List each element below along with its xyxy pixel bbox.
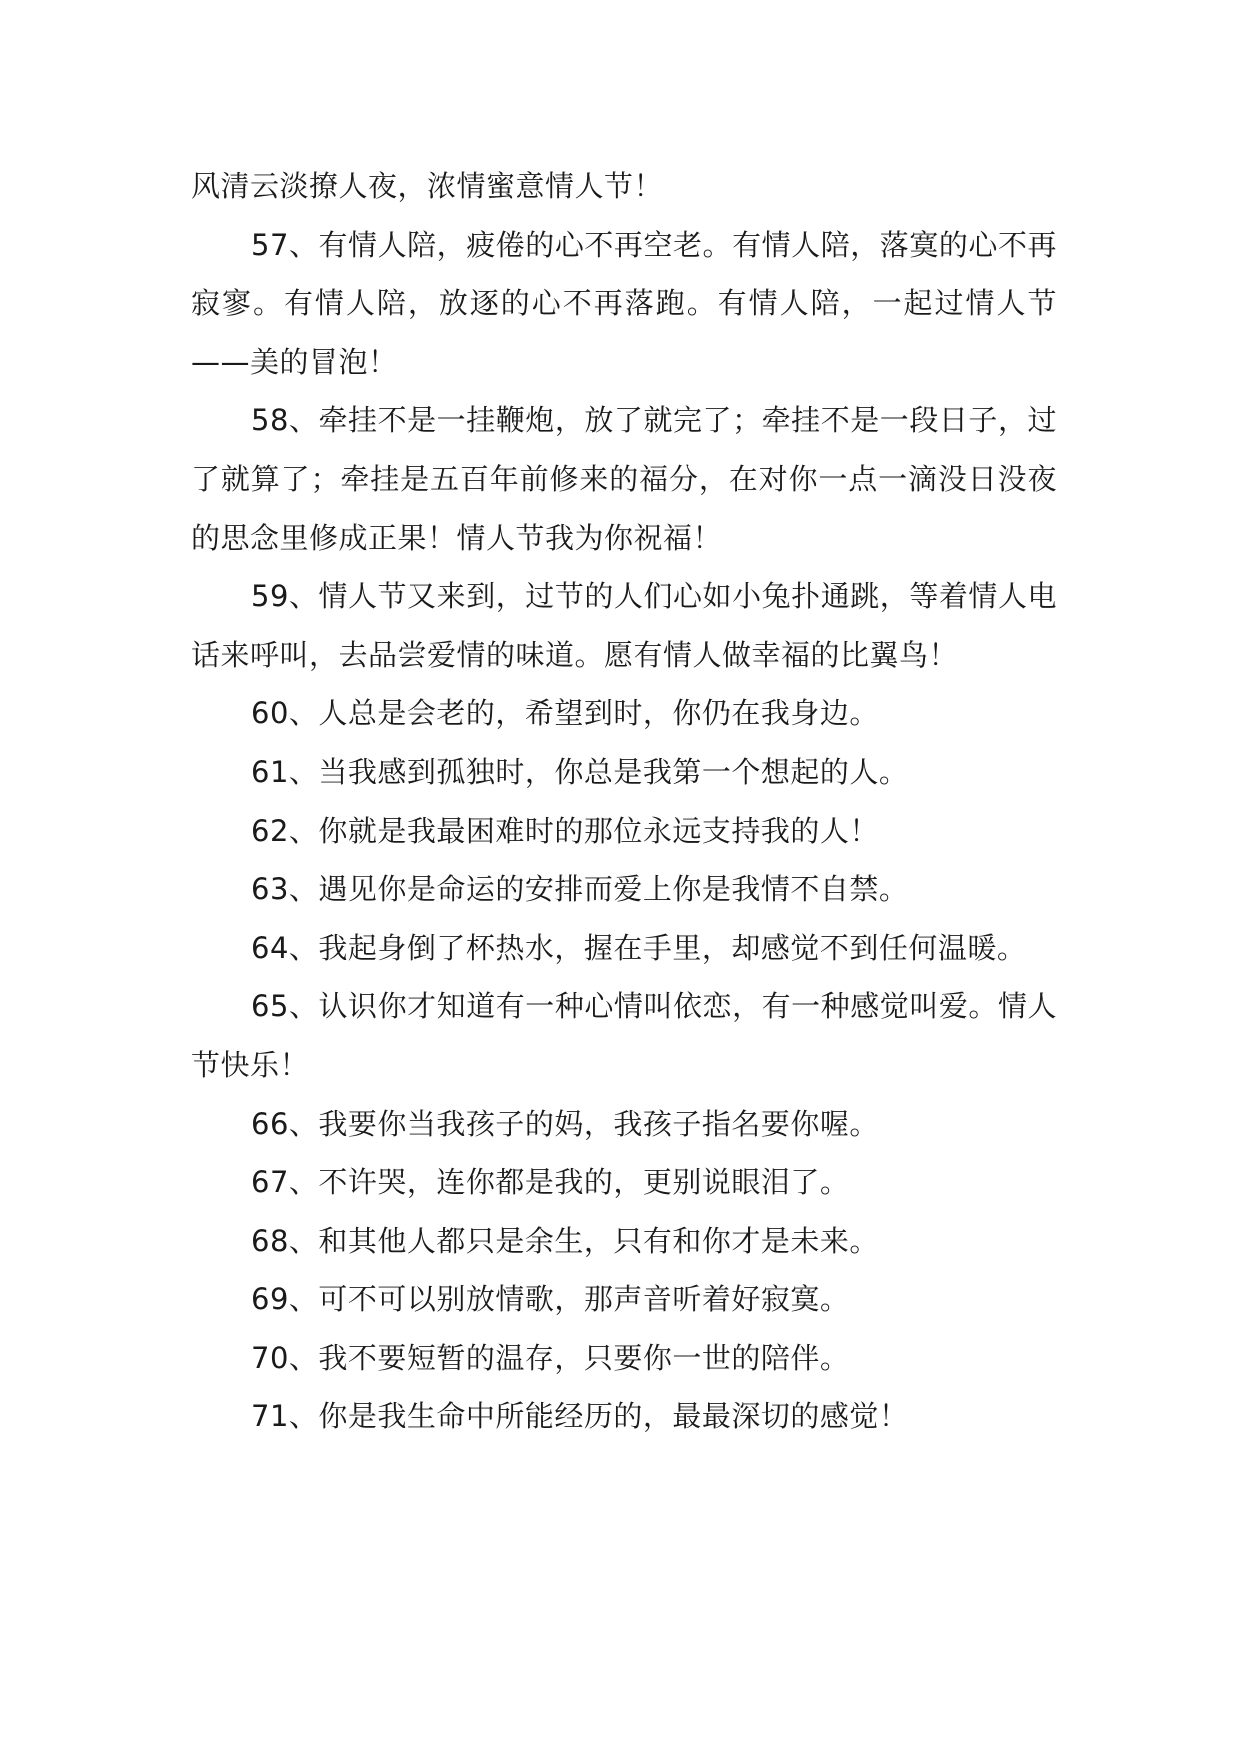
paragraph-63: 63、遇见你是命运的安排而爱上你是我情不自禁。	[251, 872, 909, 907]
paragraph-67: 67、不许哭，连你都是我的，更别说眼泪了。	[251, 1165, 850, 1200]
paragraph-66: 66、我要你当我孩子的妈，我孩子指名要你喔。	[251, 1106, 879, 1141]
paragraph-65: 65、认识你才知道有一种心情叫依恋，有一种感觉叫爱。情人节快乐！	[191, 989, 1057, 1082]
paragraph-71: 71、你是我生命中所能经历的，最最深切的感觉！	[251, 1399, 909, 1434]
paragraph-68: 68、和其他人都只是余生，只有和你才是未来。	[251, 1223, 879, 1258]
paragraph-62: 62、你就是我最困难时的那位永远支持我的人！	[251, 813, 879, 848]
paragraph-61: 61、当我感到孤独时，你总是我第一个想起的人。	[251, 754, 909, 789]
paragraph-69: 69、可不可以别放情歌，那声音听着好寂寞。	[251, 1282, 850, 1317]
paragraph-59: 59、情人节又来到，过节的人们心如小兔扑通跳，等着情人电话来呼叫，去品尝爱情的味道。愿有情人做幸福的比翼鸟！	[191, 579, 1057, 672]
document-body	[191, 157, 1057, 1446]
paragraph-70: 70、我不要短暂的温存，只要你一世的陪伴。	[251, 1340, 850, 1375]
paragraph-1: 风清云淡撩人夜，浓情蜜意情人节！	[191, 169, 664, 203]
paragraph-60: 60、人总是会老的，希望到时，你仍在我身边。	[251, 696, 879, 731]
paragraph-58: 58、牵挂不是一挂鞭炮，放了就完了；牵挂不是一段日子，过了就算了；牵挂是五百年前修来的福分，在对你一点一滴没日没夜的思念里修成正果！情人节我为你祝福！	[191, 403, 1057, 555]
paragraph-64: 64、我起身倒了杯热水，握在手里，却感觉不到任何温暖。	[251, 930, 1027, 965]
paragraph-57: 57、有情人陪，疲倦的心不再空老。有情人陪，落寞的心不再寂寥。有情人陪，放逐的心不再落跑。有情人陪，一起过情人节——美的冒泡！	[191, 227, 1057, 379]
